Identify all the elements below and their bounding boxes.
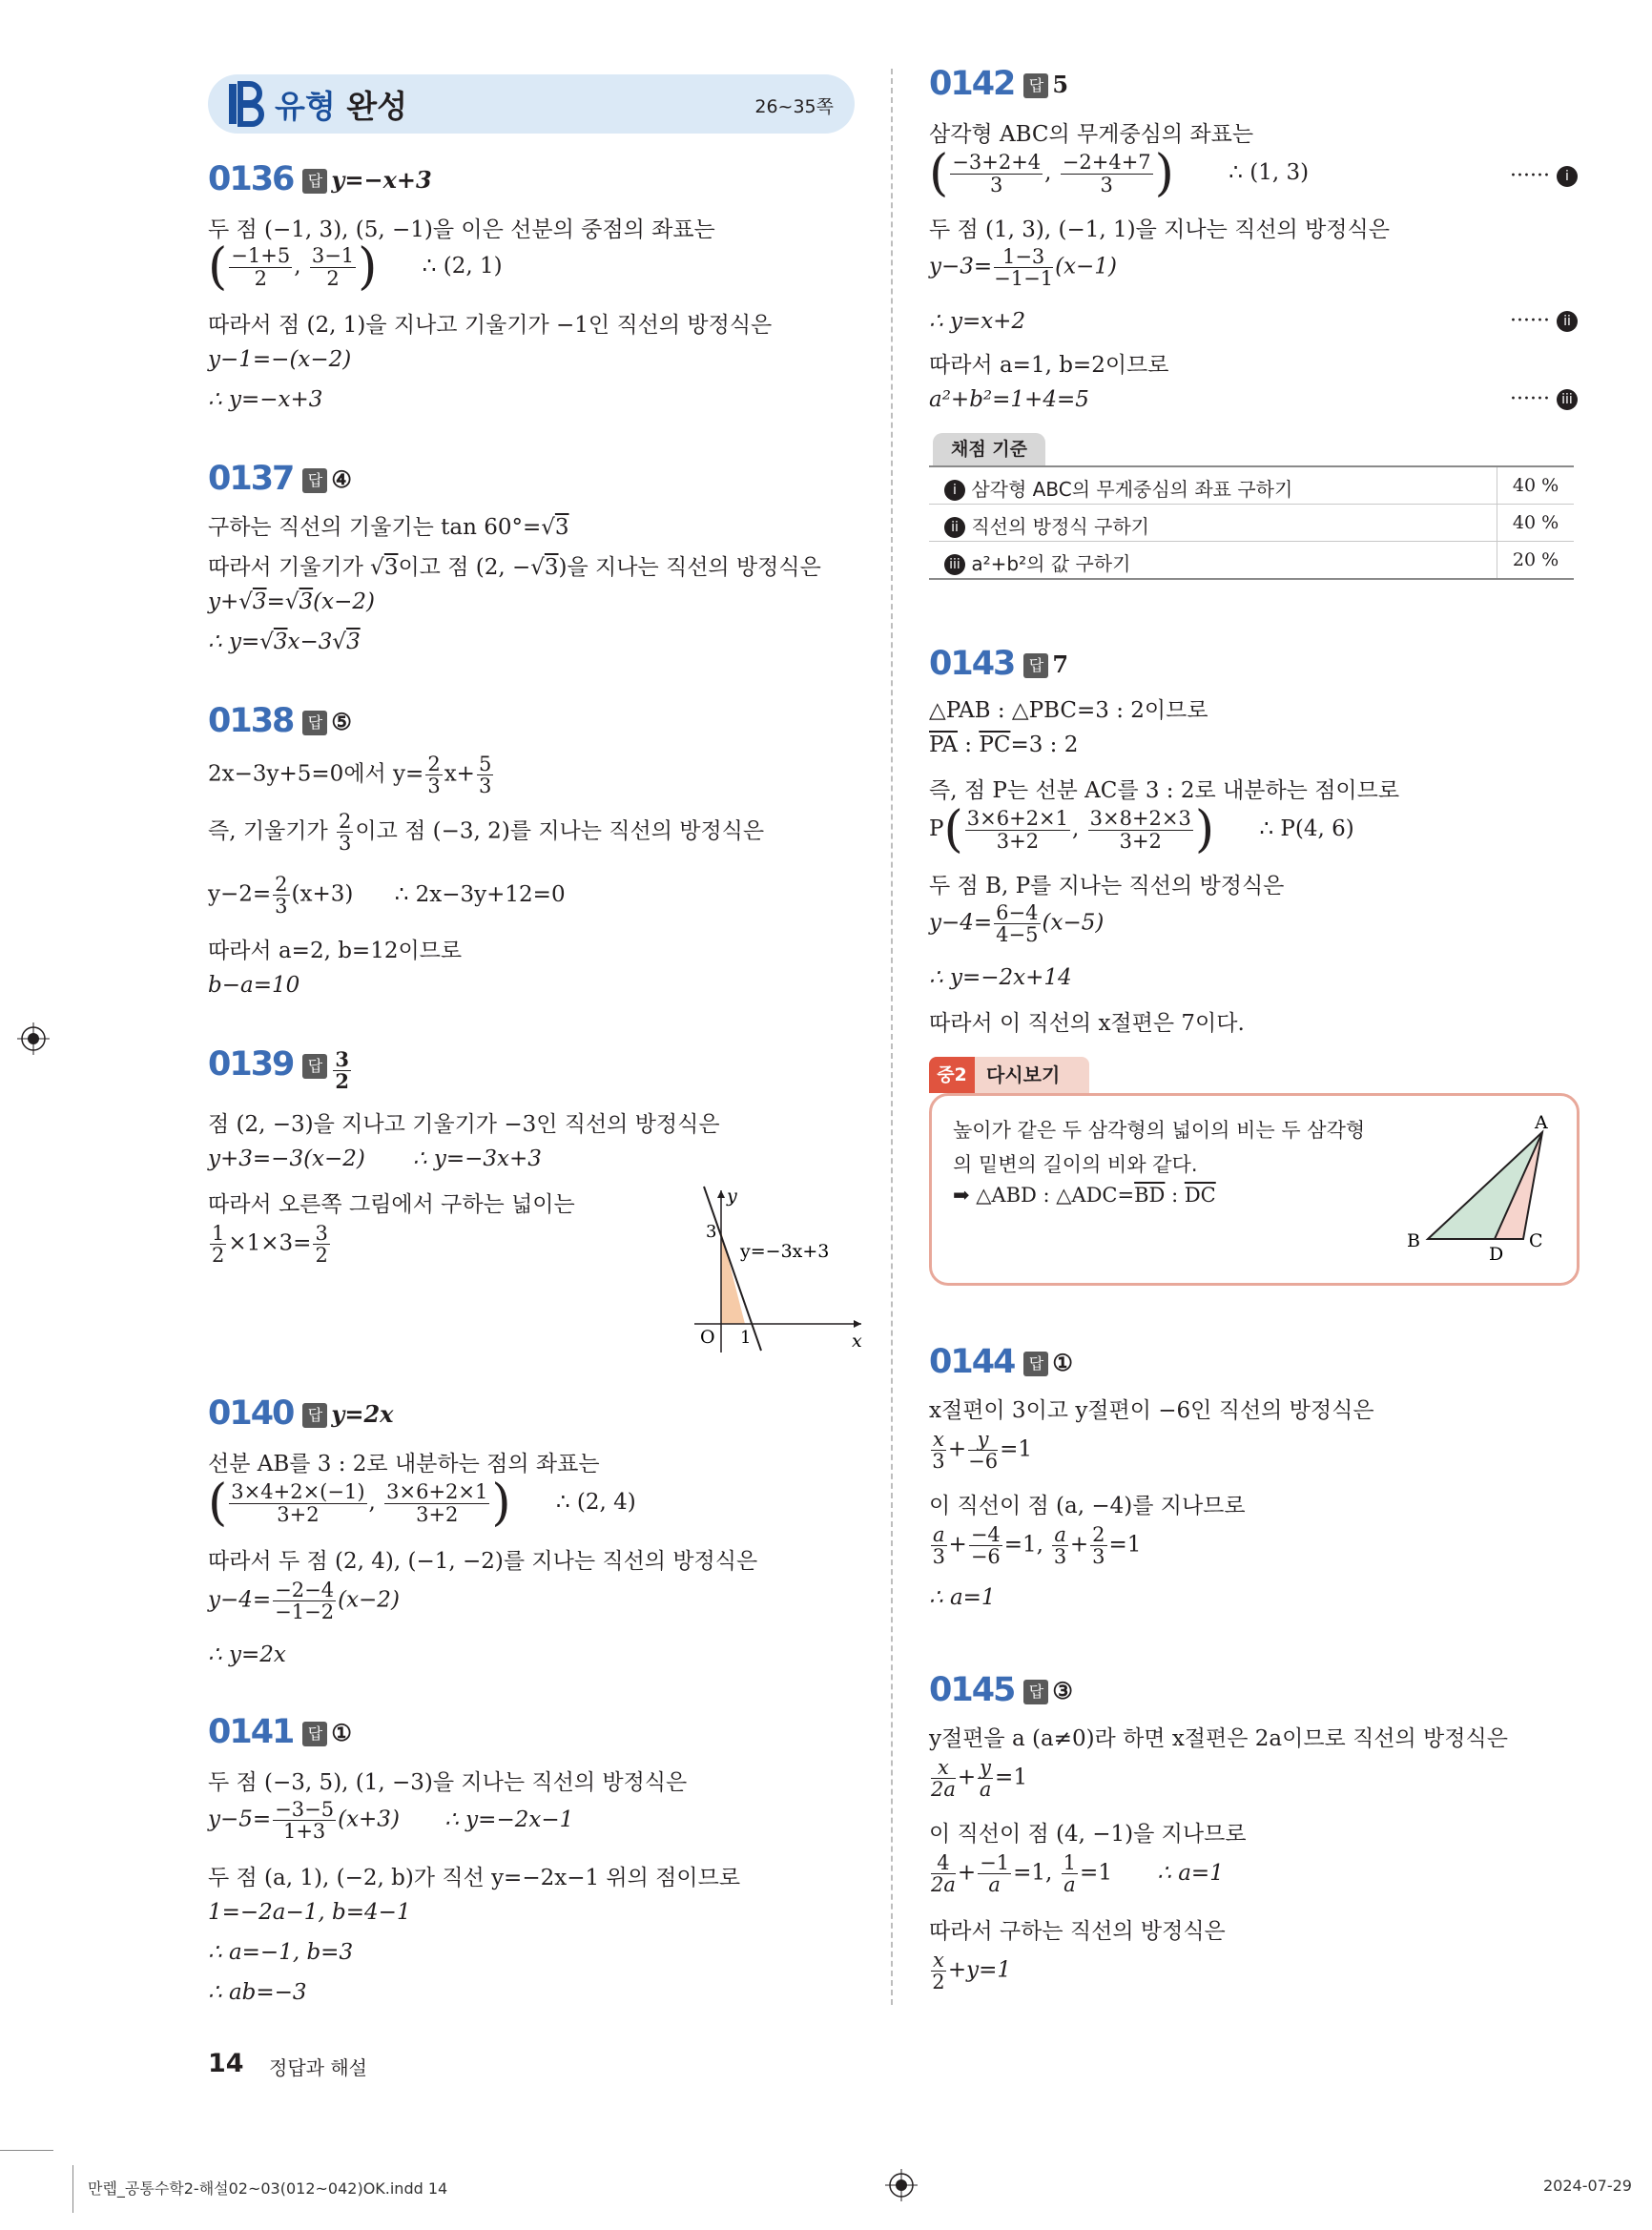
triangle-diagram (1399, 1113, 1571, 1266)
math-line: ∴ y=√3x−3√3 (208, 630, 361, 654)
text-line: 두 점 (a, 1), (−2, b)가 직선 y=−2x−1 위의 점이므로 (208, 1866, 741, 1890)
crop-mark (72, 2165, 73, 2213)
math-line: ∴ a=−1, b=3 (208, 1940, 354, 1965)
math-line: y−4= $\frac{-2-4}{-1-2}$ (x−2) (208, 1579, 400, 1624)
math-line: P( $\frac{3\times 6+2\times 1}{3+2}$ , $\frac{3\times 8+2\times 3}{3+2}$ ) ∴ P(4, 6) (929, 801, 1354, 858)
problem-0137 (208, 460, 352, 498)
problem-0140 (208, 1394, 393, 1433)
date-slug: 2024-07-29 (1543, 2177, 1632, 2195)
problem-number: 0145 (929, 1671, 1015, 1709)
criteria-row: i 삼각형 ABC의 무게중심의 좌표 구하기 40 % (929, 467, 1574, 504)
vertex-a: A (1535, 1113, 1548, 1133)
text-line: 두 점 (−3, 5), (1, −3)을 지나는 직선의 방정식은 (208, 1770, 688, 1795)
criteria-row: iii a²+b²의 값 구하기 20 % (929, 541, 1574, 578)
answer-badge: 답 (302, 711, 327, 735)
vertex-b: B (1407, 1230, 1420, 1251)
math-line: b−a=10 (208, 973, 300, 998)
answer-value: ④ (331, 465, 352, 493)
vertex-c: C (1529, 1230, 1543, 1251)
problem-0142 (929, 65, 1068, 103)
answer-badge: 답 (302, 468, 327, 493)
crop-mark (0, 2150, 53, 2151)
math-line: y−1=−(x−2) (208, 347, 352, 372)
step-marker-2: ······ ii (1510, 309, 1578, 333)
answer-value: ① (1052, 1349, 1073, 1376)
text-line: 선분 AB를 3 : 2로 내분하는 점의 좌표는 (208, 1452, 600, 1476)
math-line: ∴ y=x+2 (929, 309, 1026, 334)
text-line: 이 직선이 점 (4, −1)을 지나므로 (929, 1822, 1247, 1847)
math-line: ( $\frac{-3+2+4}{3}$ , $\frac{-2+4+7}{3}$ ) ∴ (1, 3) (929, 145, 1310, 202)
text-line: 따라서 오른쪽 그림에서 구하는 넓이는 (208, 1192, 575, 1217)
problem-number: 0141 (208, 1713, 294, 1751)
math-line: $\frac{x}{2}$ +y=1 (932, 1949, 1012, 1994)
problem-0136 (208, 160, 432, 198)
graph-origin: O (700, 1327, 715, 1348)
math-line: $\frac{a}{3}$ + $\frac{-4}{-6}$ =1, $\frac{a}{3}$ + $\frac{2}{3}$ =1 (932, 1523, 1142, 1569)
text-line: 따라서 두 점 (2, 4), (−1, −2)를 지나는 직선의 방정식은 (208, 1549, 758, 1574)
answer-badge: 답 (302, 1722, 327, 1746)
section-b-logo-icon (225, 80, 267, 128)
problem-number: 0136 (208, 160, 294, 198)
problem-number: 0138 (208, 702, 294, 740)
answer-badge: 답 (302, 1054, 327, 1079)
answer-value: ① (331, 1719, 352, 1746)
criteria-title: 채점 기준 (933, 433, 1045, 465)
section-title-b: 완성 (346, 88, 408, 125)
problem-number: 0139 (208, 1045, 294, 1084)
problem-number: 0143 (929, 645, 1015, 683)
math-line: ∴ y=−x+3 (208, 387, 323, 412)
math-line: $\frac{4}{2a}$ + $\frac{-1}{a}$ =1, $\frac{1}{a}$ =1 ∴ a=1 (931, 1851, 1224, 1897)
registration-mark-icon (17, 1022, 50, 1055)
text-line: △PAB : △PBC=3 : 2이므로 (929, 698, 1208, 723)
step-marker-3: ······ iii (1510, 387, 1578, 411)
graph-xtick: 1 (740, 1328, 752, 1348)
problem-0143 (929, 645, 1068, 683)
problem-0138 (208, 702, 352, 740)
page-number: 14 (208, 2049, 244, 2078)
graph-ylabel: y (727, 1186, 737, 1207)
math-line: y−3= $\frac{1-3}{-1-1}$ (x−1) (929, 245, 1117, 291)
text-line: 구하는 직선의 기울기는 tan 60°=√3 (208, 515, 569, 540)
review-grade-tag: 중2 (929, 1057, 975, 1093)
math-line: a²+b²=1+4=5 (929, 387, 1089, 412)
answer-badge: 답 (1023, 73, 1048, 98)
math-line: $\frac{x}{2a}$ + $\frac{y}{a}$ =1 (931, 1756, 1027, 1802)
text-line: x절편이 3이고 y절편이 −6인 직선의 방정식은 (929, 1398, 1374, 1423)
problem-0139: 0139 답 $\frac{3}{2}$ (208, 1045, 350, 1093)
text-line: 따라서 이 직선의 x절편은 7이다. (929, 1011, 1245, 1036)
text-line: 즉, 점 P는 선분 AC를 3 : 2로 내분하는 점이므로 (929, 778, 1400, 803)
answer-value: y=−x+3 (331, 166, 432, 194)
graph-0139 (685, 1183, 866, 1354)
math-line: 2x−3y+5=0에서 y= $\frac{2}{3}$ x+ $\frac{5}{3}$ (208, 753, 492, 798)
review-box (929, 1093, 1580, 1286)
section-title-a: 유형 (275, 88, 336, 125)
answer-value: ⑤ (331, 708, 352, 735)
problem-number: 0140 (208, 1394, 294, 1433)
column-divider (891, 69, 893, 2005)
text-line: 따라서 기울기가 √3이고 점 (2, −√3)을 지나는 직선의 방정식은 (208, 555, 821, 580)
answer-badge: 답 (1023, 1352, 1048, 1376)
text-line: 따라서 점 (2, 1)을 지나고 기울기가 −1인 직선의 방정식은 (208, 313, 773, 338)
text-line: 두 점 (1, 3), (−1, 1)을 지나는 직선의 방정식은 (929, 217, 1390, 242)
text-line: 점 (2, −3)을 지나고 기울기가 −3인 직선의 방정식은 (208, 1112, 720, 1137)
math-line: ∴ y=−2x+14 (929, 965, 1072, 990)
problem-number: 0142 (929, 65, 1015, 103)
problem-0145 (929, 1671, 1073, 1709)
text-line: $\overline{PA}$ : $\overline{PC}=3$ : 2 (929, 733, 1079, 757)
math-line: ∴ ab=−3 (208, 1980, 307, 2005)
section-banner (208, 74, 855, 134)
text-line: 따라서 구하는 직선의 방정식은 (929, 1919, 1226, 1944)
vertex-d: D (1489, 1244, 1504, 1265)
criteria-row: ii 직선의 방정식 구하기 40 % (929, 504, 1574, 541)
review-title: 다시보기 (975, 1057, 1089, 1093)
math-line: y−2= $\frac{2}{3}$ (x+3) ∴ 2x−3y+12=0 (208, 873, 566, 919)
problem-0144 (929, 1343, 1073, 1381)
math-line: ∴ y=2x (208, 1642, 286, 1667)
answer-value: y=2x (331, 1400, 394, 1428)
problem-number: 0144 (929, 1343, 1015, 1381)
review-text: ➡ △ABD : $\triangle ADC=\overline{BD}$ : $\overline{DC}$ (953, 1184, 1216, 1207)
file-slug: 만렙_공통수학2-해설02~03(012~042)OK.indd 14 (88, 2179, 448, 2198)
text-line: y절편을 a (a≠0)라 하면 x절편은 2a이므로 직선의 방정식은 (929, 1726, 1508, 1751)
math-line: y−4= $\frac{6-4}{4-5}$ (x−5) (929, 901, 1105, 947)
text-line: 삼각형 ABC의 무게중심의 좌표는 (929, 122, 1254, 147)
text-line: 따라서 a=1, b=2이므로 (929, 353, 1169, 378)
text-line: 따라서 a=2, b=12이므로 (208, 939, 463, 963)
criteria-table (929, 465, 1574, 580)
answer-value: 7 (1052, 650, 1069, 678)
answer-badge: 답 (1023, 1680, 1048, 1704)
problem-0141 (208, 1713, 352, 1751)
graph-line-label: y=−3x+3 (740, 1241, 830, 1262)
footer-label: 정답과 해설 (269, 2056, 367, 2079)
review-text: 높이가 같은 두 삼각형의 넓이의 비는 두 삼각형 (953, 1119, 1366, 1142)
review-text: 의 밑변의 길이의 비와 같다. (953, 1153, 1198, 1176)
problem-number: 0137 (208, 460, 294, 498)
text-line: 두 점 B, P를 지나는 직선의 방정식은 (929, 874, 1285, 898)
step-marker-1: ······ i (1510, 164, 1578, 188)
graph-xlabel: x (852, 1331, 862, 1352)
text-line: 즉, 기울기가 $\frac{2}{3}$ 이고 점 (−3, 2)를 지나는 직선의 방정식은 (208, 810, 765, 856)
section-range: 26~35쪽 (754, 96, 834, 117)
answer-value: 5 (1052, 71, 1069, 98)
answer-badge: 답 (1023, 653, 1048, 678)
math-line: y−5= $\frac{-3-5}{1+3}$ (x+3) ∴ y=−2x−1 (208, 1798, 574, 1844)
graph-ytick: 3 (706, 1222, 717, 1242)
registration-mark-icon (885, 2169, 918, 2201)
math-line: ∴ a=1 (929, 1585, 996, 1610)
text-line: 이 직선이 점 (a, −4)를 지나므로 (929, 1494, 1246, 1518)
math-line: y+√3=√3(x−2) (208, 589, 375, 614)
math-line: $\frac{x}{3}$ + $\frac{y}{-6}$ =1 (932, 1428, 1032, 1474)
math-line: ( $\frac{3\times 4+2\times(-1)}{3+2}$ , $\frac{3\times 6+2\times 1}{3+2}$ ) ∴ (2, 4) (208, 1475, 636, 1532)
math-line: ( $\frac{-1+5}{2}$ , $\frac{3-1}{2}$ ) ∴ (2, 1) (208, 238, 503, 296)
answer-badge: 답 (302, 169, 327, 194)
math-line: 1=−2a−1, b=4−1 (208, 1900, 411, 1925)
answer-badge: 답 (302, 1403, 327, 1428)
math-line: y+3=−3(x−2) ∴ y=−3x+3 (208, 1146, 542, 1171)
section-title (275, 82, 407, 127)
math-line: $\frac{1}{2}$ ×1×3= $\frac{3}{2}$ (212, 1222, 328, 1268)
answer-value: ③ (1052, 1677, 1073, 1704)
text-line: 두 점 (−1, 3), (5, −1)을 이은 선분의 중점의 좌표는 (208, 217, 715, 242)
